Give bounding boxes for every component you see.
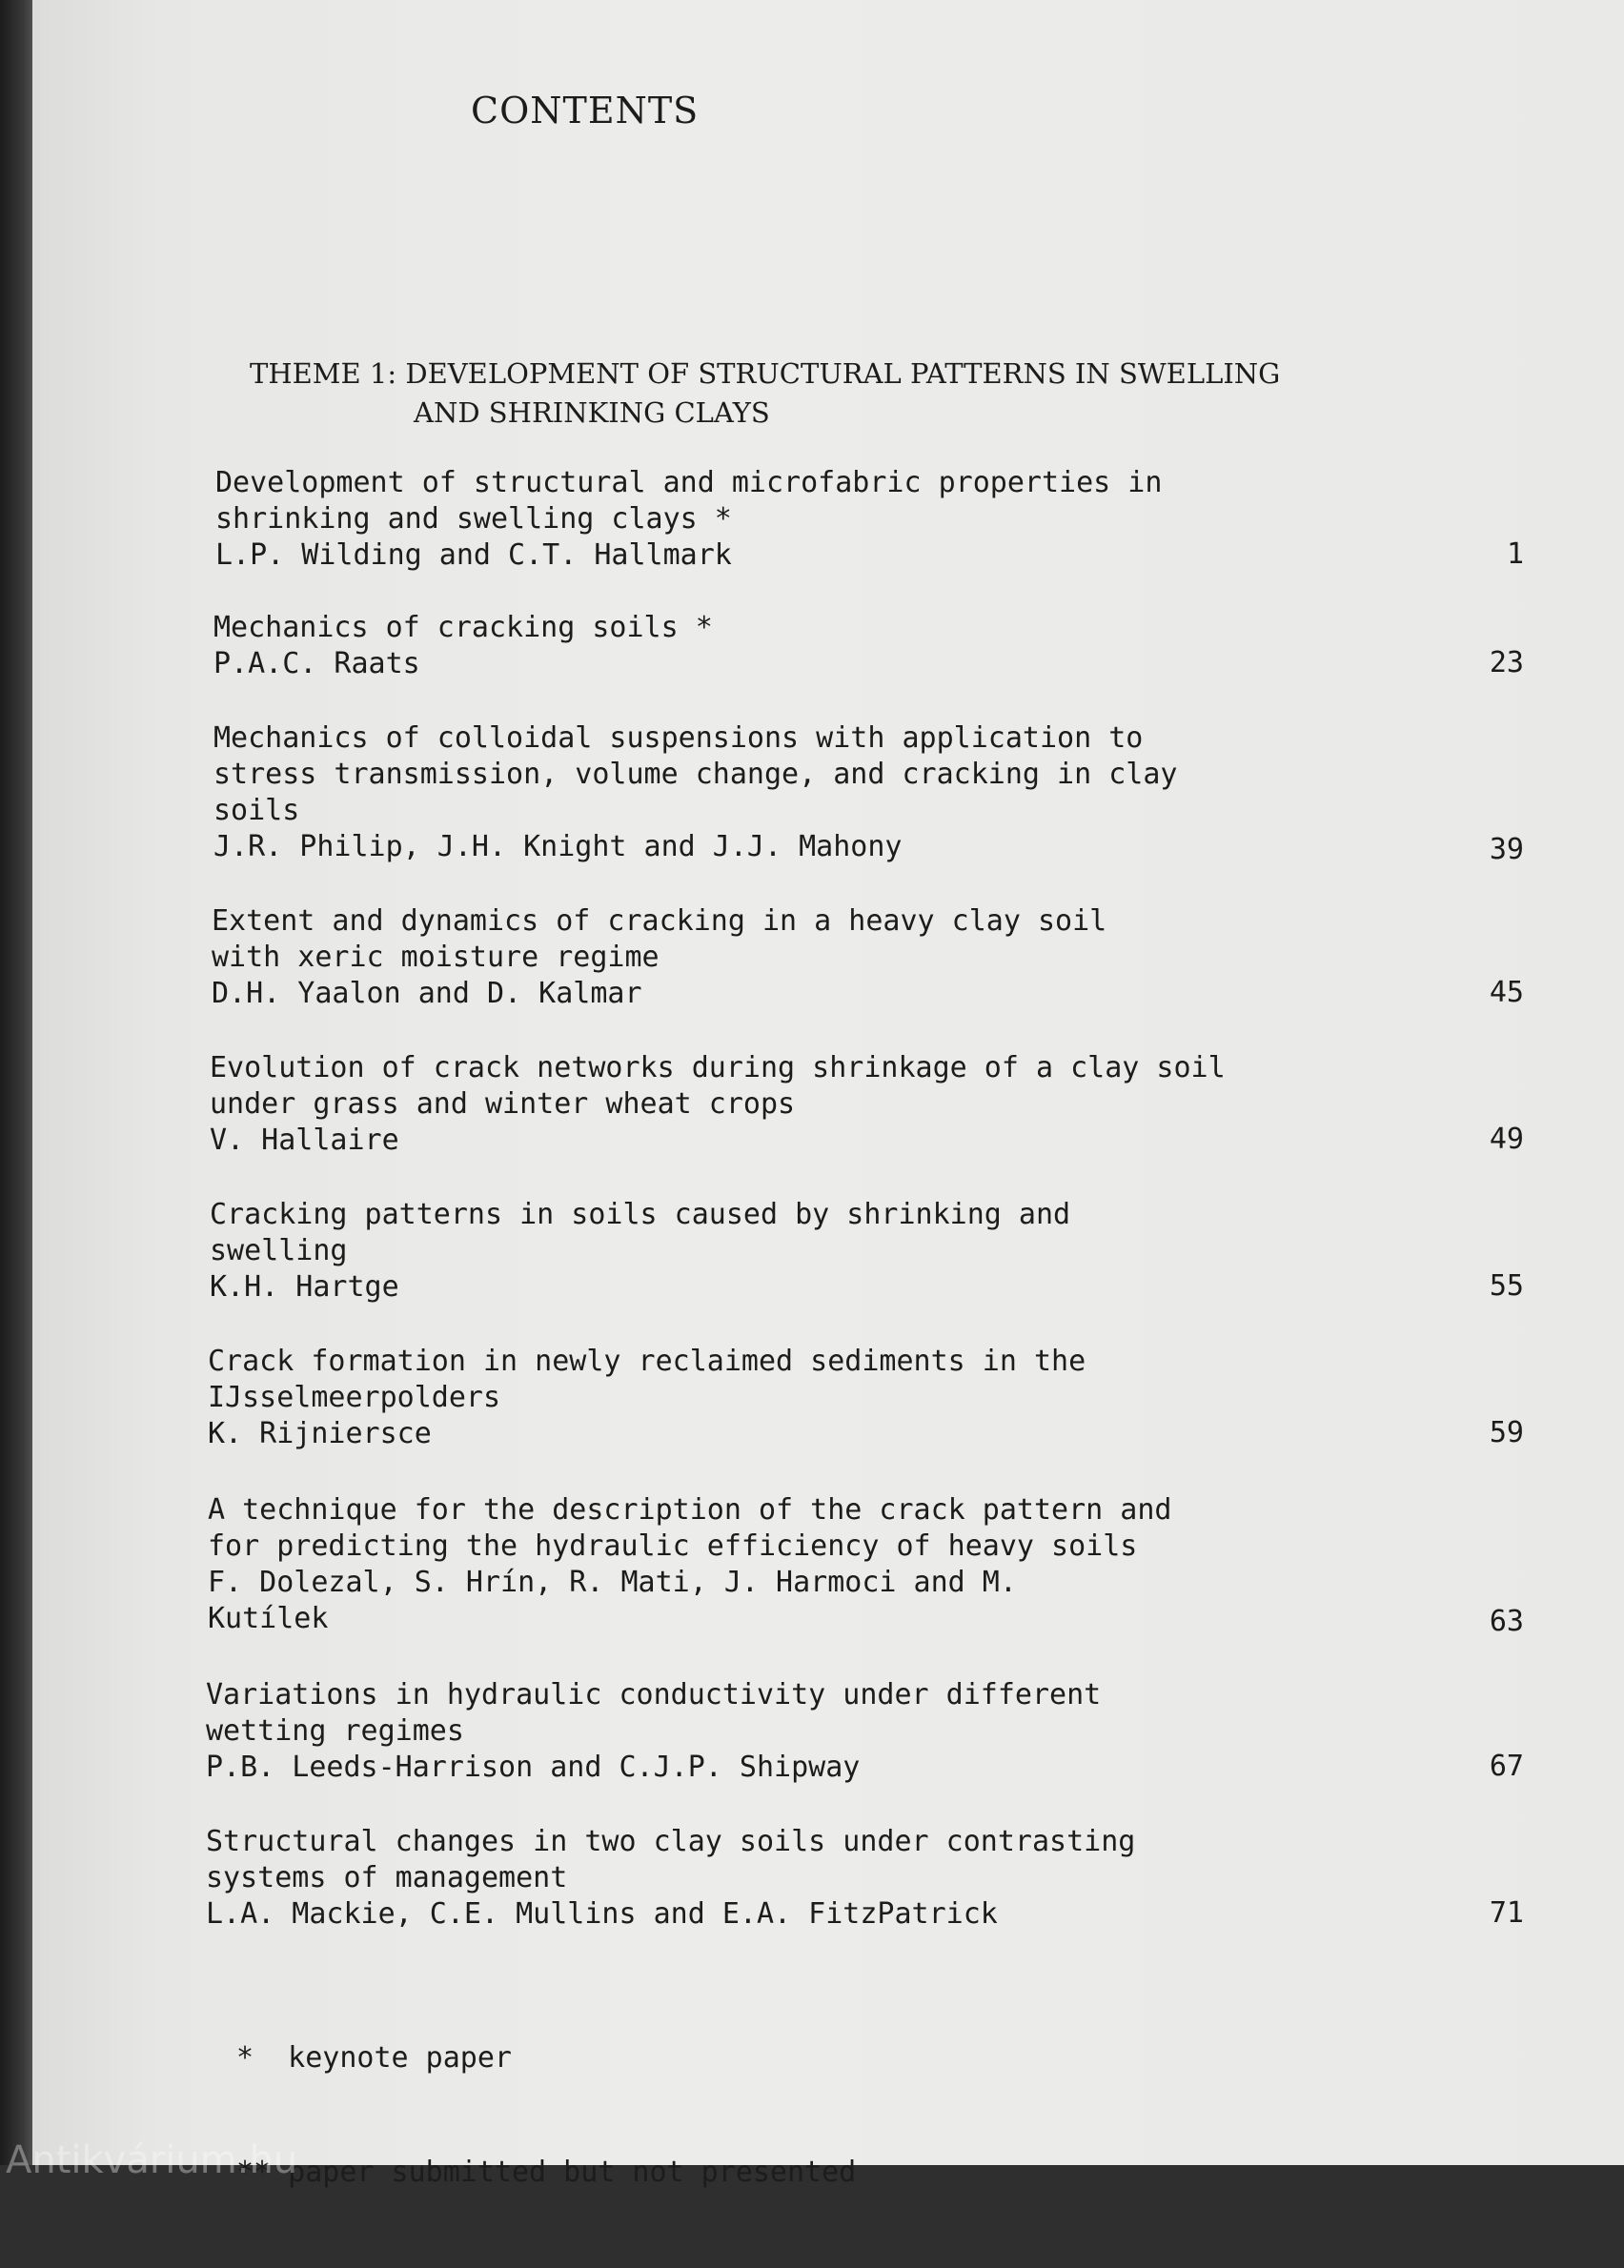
theme-heading: [250, 354, 1280, 433]
entry-authors: L.P. Wilding and C.T. Hallmark: [215, 538, 732, 572]
entry-authors: P.B. Leeds-Harrison and C.J.P. Shipway: [206, 1751, 861, 1784]
entry-title-line: shrinking and swelling clays *: [215, 502, 732, 536]
entry-title-line: wetting regimes: [206, 1714, 464, 1748]
toc-entry-text: [210, 1197, 1070, 1306]
entry-authors: K.H. Hartge: [210, 1270, 399, 1304]
entry-authors: D.H. Yaalon and D. Kalmar: [212, 977, 642, 1010]
entry-title-line: Structural changes in two clay soils under contrasting: [206, 1825, 1136, 1858]
entry-page-number: 67: [1489, 1750, 1524, 1783]
watermark: Antikvárium.hu: [6, 2138, 298, 2182]
entry-title-line: Mechanics of colloidal suspensions with application to: [213, 721, 1144, 755]
entry-title-line: Development of structural and microfabric properties in: [215, 466, 1163, 499]
entry-title-line: Cracking patterns in soils caused by shrinking and: [210, 1198, 1071, 1231]
entry-title-line: stress transmission, volume change, and cracking in clay: [213, 758, 1178, 791]
entry-title-line: Variations in hydraulic conductivity under different: [206, 1678, 1102, 1711]
entry-page-number: 1: [1506, 537, 1524, 571]
entry-title-line: soils: [213, 794, 300, 827]
footnotes: [236, 1963, 856, 2268]
entry-title-line: F. Dolezal, S. Hrín, R. Mati, J. Harmoci and M.: [208, 1566, 1017, 1599]
entry-page-number: 59: [1489, 1416, 1524, 1449]
toc-entry-text: [213, 610, 713, 682]
toc-entry-text: [213, 720, 1177, 865]
entry-page-number: 39: [1489, 833, 1524, 866]
entry-page-number: 63: [1489, 1605, 1524, 1638]
entry-title-line: Mechanics of cracking soils *: [213, 611, 713, 644]
entry-authors: V. Hallaire: [210, 1124, 399, 1157]
toc-entry-text: [212, 903, 1106, 1012]
entry-title-line: under grass and winter wheat crops: [210, 1087, 796, 1121]
entry-page-number: 71: [1489, 1896, 1524, 1930]
entry-authors: L.A. Mackie, C.E. Mullins and E.A. FitzPatrick: [206, 1897, 998, 1931]
toc-entry-text: [215, 465, 1162, 574]
entry-page-number: 23: [1489, 646, 1524, 679]
theme-heading-line-1: THEME 1: DEVELOPMENT OF STRUCTURAL PATTERNS IN SWELLING: [250, 357, 1281, 390]
entry-title-line: Extent and dynamics of cracking in a heavy clay soil: [212, 904, 1107, 938]
entry-page-number: 55: [1489, 1269, 1524, 1303]
entry-title-line: IJsselmeerpolders: [208, 1381, 501, 1414]
entry-authors: J.R. Philip, J.H. Knight and J.J. Mahony: [213, 830, 903, 863]
entry-title-line: A technique for the description of the crack pattern and: [208, 1493, 1172, 1527]
entry-authors: P.A.C. Raats: [213, 647, 420, 680]
toc-entry-text: [210, 1050, 1226, 1159]
page-title: CONTENTS: [471, 90, 700, 132]
entry-page-number: 45: [1489, 976, 1524, 1009]
toc-entry-text: [206, 1677, 1101, 1786]
toc-entry-text: [206, 1824, 1135, 1933]
contents-page: [32, 0, 1624, 2189]
entry-title-line: systems of management: [206, 1861, 568, 1894]
toc-entry-text: [208, 1492, 1171, 1637]
entry-title-line: Crack formation in newly reclaimed sediments in the: [208, 1345, 1086, 1378]
footnote-not-presented: ** paper submitted but not presented: [236, 2156, 857, 2189]
entry-authors: Kutílek: [208, 1602, 329, 1635]
entry-title-line: with xeric moisture regime: [212, 941, 660, 974]
footnote-keynote: * keynote paper: [236, 2041, 512, 2075]
toc-entry-text: [208, 1344, 1086, 1452]
entry-title-line: for predicting the hydraulic efficiency of heavy soils: [208, 1529, 1138, 1563]
book-spine: [0, 0, 34, 2165]
entry-title-line: swelling: [210, 1234, 348, 1267]
theme-heading-line-2: AND SHRINKING CLAYS: [414, 396, 770, 429]
entry-authors: K. Rijniersce: [208, 1417, 432, 1450]
entry-page-number: 49: [1489, 1123, 1524, 1156]
entry-title-line: Evolution of crack networks during shrinkage of a clay soil: [210, 1051, 1226, 1084]
